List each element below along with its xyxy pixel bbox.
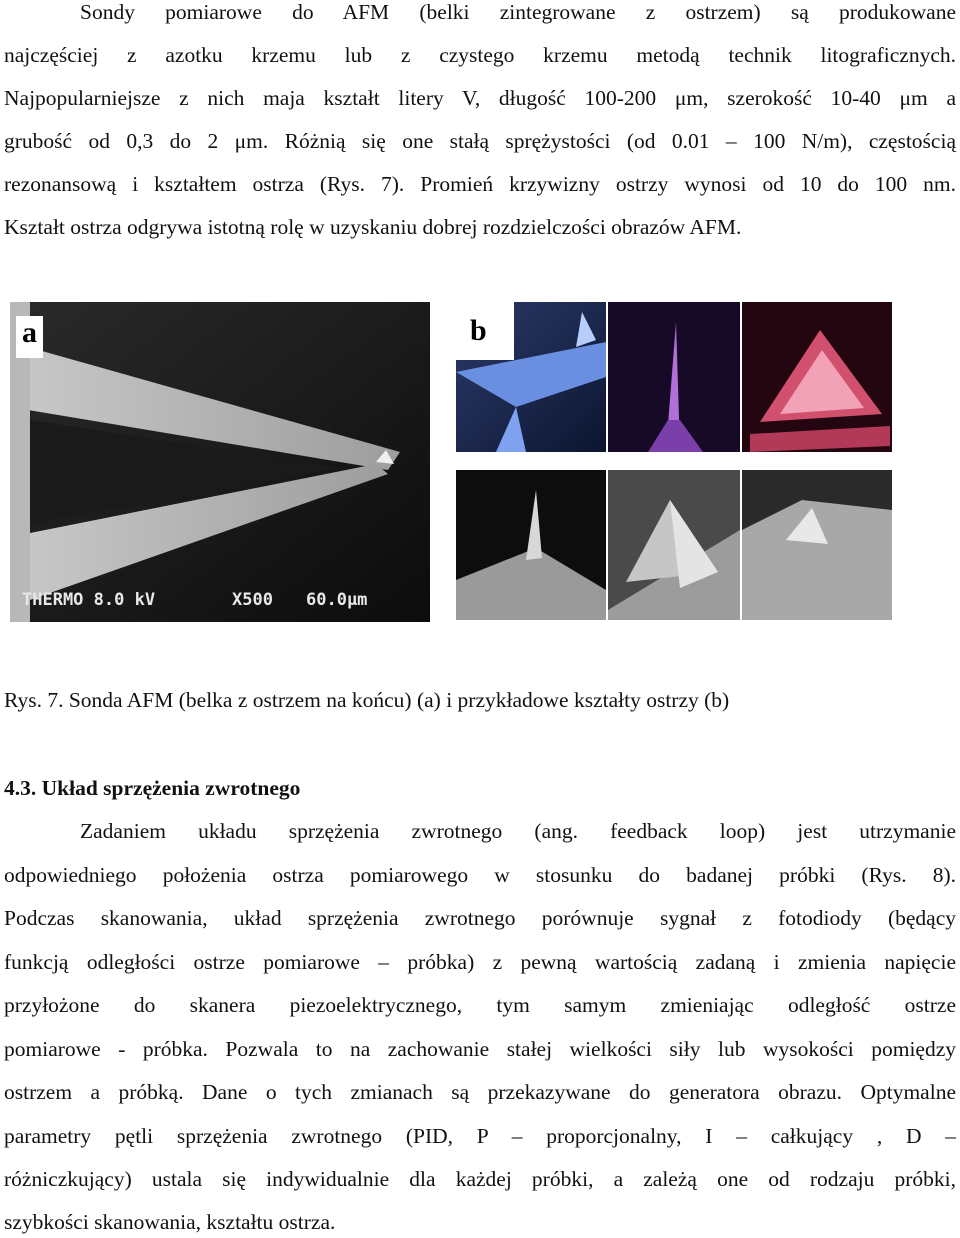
feedback-line-2: odpowiedniego położenia ostrza pomiarowego w stosunku do badanej próbki (Rys. 8).	[4, 863, 956, 887]
figure-caption: Rys. 7. Sonda AFM (belka z ostrzem na końcu) (a) i przykładowe kształty ostrzy (b)	[4, 688, 730, 712]
sem-cantilever-image	[10, 302, 430, 622]
feedback-line-3: Podczas skanowania, układ sprzężenia zwrotnego porównuje sygnał z fotodiody (będący	[4, 906, 956, 930]
intro-line-1: Sondy pomiarowe do AFM (belki zintegrowane z ostrzem) są produkowane	[80, 0, 956, 24]
section-heading: 4.3. Układ sprzężenia zwrotnego	[4, 776, 301, 800]
sem-overlay-left: THERMO 8.0 kV	[22, 590, 156, 610]
feedback-line-5: przyłożone do skanera piezoelektrycznego, tym samym zmieniając odległość ostrze	[4, 993, 956, 1017]
intro-line-5: rezonansową i kształtem ostrza (Rys. 7). Promień krzywizny ostrzy wynosi od 10 do 100 nm.	[4, 172, 956, 196]
feedback-line-7: ostrzem a próbką. Dane o tych zmianach są przekazywane do generatora obrazu. Optymalne	[4, 1080, 956, 1104]
feedback-line-8: parametry pętli sprzężenia zwrotnego (PID, P – proporcjonalny, I – całkujący , D –	[4, 1124, 956, 1148]
panel-a-label: a	[16, 316, 43, 358]
intro-line-4: grubość od 0,3 do 2 μm. Różnią się one stałą sprężystości (od 0.01 – 100 N/m), częstością	[4, 129, 956, 153]
feedback-line-10: szybkości skanowania, kształtu ostrza.	[4, 1210, 336, 1234]
tip-image-grey-spike	[456, 470, 606, 620]
tip-image-purple	[608, 302, 740, 452]
tip-image-grey-plateau	[742, 470, 892, 620]
intro-line-2: najczęściej z azotku krzemu lub z czystego krzemu metodą technik litograficznych.	[4, 43, 956, 67]
tip-image-grey-pyramid	[608, 470, 740, 620]
feedback-line-4: funkcją odległości ostrze pomiarowe – próbka) z pewną wartością zadaną i zmienia napięcie	[4, 950, 956, 974]
sem-overlay-right: 60.0μm	[306, 590, 368, 610]
sem-overlay-mid: X500	[232, 590, 273, 610]
intro-line-6: Kształt ostrza odgrywa istotną rolę w uzyskaniu dobrej rozdzielczości obrazów AFM.	[4, 215, 742, 239]
figure-panel-b	[456, 302, 892, 620]
feedback-line-9: różniczkujący) ustala się indywidualnie dla każdej próbki, a zależą one od rodzaju próbki,	[4, 1167, 956, 1191]
intro-line-3: Najpopularniejsze z nich maja kształt litery V, długość 100-200 μm, szerokość 10-40 μm a	[4, 86, 956, 110]
feedback-line-6: pomiarowe - próbka. Pozwala to na zachowanie stałej wielkości siły lub wysokości pomiędzy	[4, 1037, 956, 1061]
tip-image-red	[742, 302, 892, 452]
figure-panel-a	[10, 302, 430, 622]
feedback-line-1: Zadaniem układu sprzężenia zwrotnego (ang. feedback loop) jest utrzymanie	[80, 819, 956, 843]
panel-b-label: b	[456, 302, 514, 360]
